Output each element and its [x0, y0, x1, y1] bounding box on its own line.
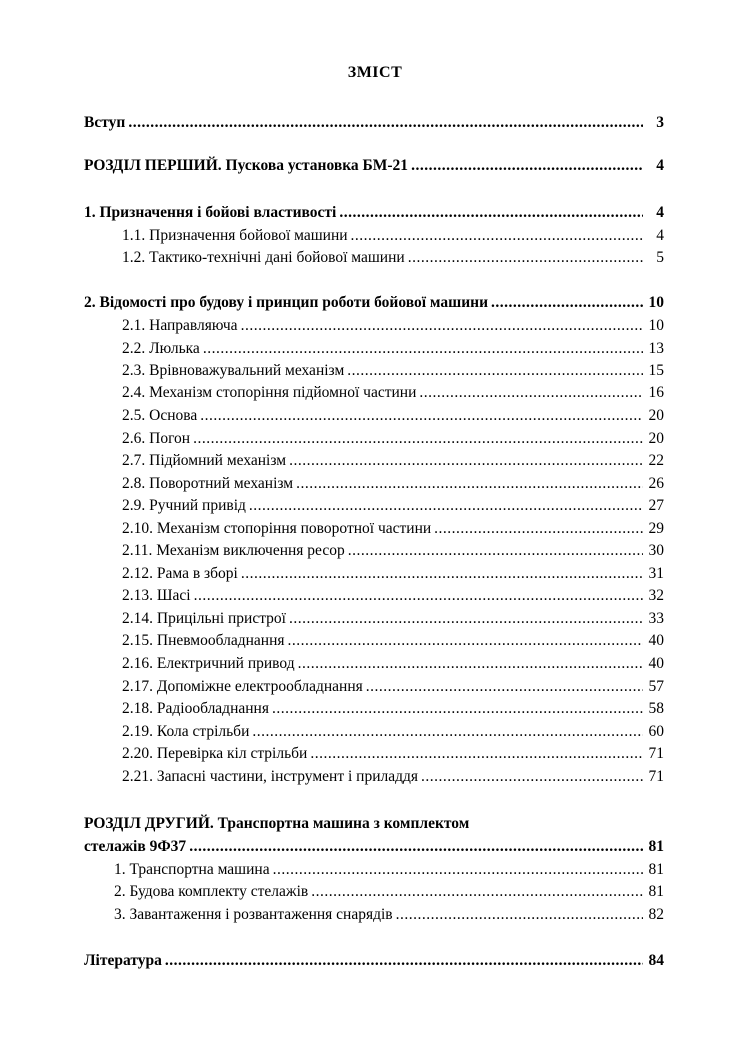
leader-dots	[434, 518, 643, 540]
toc-entry-2-13[interactable]	[122, 585, 664, 607]
leader-dots	[288, 630, 643, 652]
leader-dots	[289, 608, 643, 630]
toc-entry-2-21[interactable]	[122, 766, 664, 788]
leader-dots	[296, 473, 643, 495]
toc-entry-label: 2.17. Допоміжне електрообладнання	[122, 678, 363, 695]
toc-entry-label: 2.9. Ручний привід	[122, 497, 246, 514]
toc-entry-2-1[interactable]	[122, 315, 664, 337]
leader-dots	[351, 225, 643, 247]
leader-dots	[339, 202, 643, 224]
toc-entry-chapter-2[interactable]	[84, 292, 664, 314]
toc-entry-chapter-1[interactable]	[84, 202, 664, 224]
toc-entry-page: 13	[648, 340, 664, 357]
toc-entry-label: стелажів 9Ф37	[84, 838, 187, 855]
toc-entry-s2-1[interactable]	[114, 859, 664, 881]
toc-entry-page: 58	[648, 700, 664, 717]
toc-entry-2-15[interactable]	[122, 630, 664, 652]
toc-entry-label: 2.14. Прицільні пристрої	[122, 610, 286, 627]
leader-dots	[193, 428, 643, 450]
toc-entry-label: 1. Призначення і бойові властивості	[84, 204, 337, 221]
toc-entry-page: 4	[656, 204, 664, 221]
toc-entry-1-1[interactable]	[122, 225, 664, 247]
toc-entry-page: 20	[648, 430, 664, 447]
toc-entry-2-8[interactable]	[122, 473, 664, 495]
toc-entry-page: 71	[648, 745, 664, 762]
toc-entry-page: 26	[648, 475, 664, 492]
toc-entry-page: 81	[648, 883, 664, 900]
toc-entry-label: 2.16. Електричний привод	[122, 655, 295, 672]
toc-entry-2-3[interactable]	[122, 360, 664, 382]
toc-entry-page: 20	[648, 407, 664, 424]
toc-entry-label: Вступ	[84, 114, 126, 131]
toc-entry-label: 1.1. Призначення бойової машини	[122, 227, 348, 244]
leader-dots	[249, 495, 643, 517]
toc-entry-page: 10	[648, 317, 664, 334]
toc-entry-2-12[interactable]	[122, 563, 664, 585]
toc-entry-page: 40	[648, 655, 664, 672]
leader-dots	[189, 836, 643, 858]
toc-entry-label: 2.3. Врівноважувальний механізм	[122, 362, 345, 379]
leader-dots	[491, 292, 643, 314]
leader-dots	[311, 881, 643, 903]
toc-entry-page: 30	[648, 542, 664, 559]
toc-entry-page: 5	[656, 249, 664, 266]
toc-entry-2-4[interactable]	[122, 382, 664, 404]
toc-entry-page: 84	[648, 952, 664, 969]
leader-dots	[421, 766, 643, 788]
toc-entry-label: 2.2. Люлька	[122, 340, 200, 357]
toc-entry-page: 27	[648, 497, 664, 514]
leader-dots	[348, 540, 643, 562]
toc-entry-2-17[interactable]	[122, 676, 664, 698]
toc-entry-page: 15	[648, 362, 664, 379]
toc-entry-label: 2.19. Кола стрільби	[122, 723, 250, 740]
toc-entry-label: 2.13. Шасі	[122, 587, 191, 604]
leader-dots	[411, 155, 643, 177]
toc-entry-label: 2. Відомості про будову і принцип роботи бойової машини	[84, 294, 489, 311]
toc-entry-page: 22	[648, 452, 664, 469]
toc-entry-label: 1. Транспортна машина	[114, 861, 270, 878]
toc-entry-label: 2.4. Механізм стопоріння підйомної частини	[122, 384, 417, 401]
leader-dots	[347, 360, 643, 382]
toc-entry-label: 2.15. Пневмообладнання	[122, 632, 285, 649]
toc-entry-2-9[interactable]	[122, 495, 664, 517]
toc-entry-label: 2. Будова комплекту стелажів	[114, 883, 309, 900]
toc-entry-2-7[interactable]	[122, 450, 664, 472]
toc-entry-label: 2.6. Погон	[122, 430, 191, 447]
toc-entry-page: 57	[648, 678, 664, 695]
page-title: ЗМІСТ	[347, 64, 403, 81]
toc-entry-section-2[interactable]	[84, 836, 664, 858]
toc-entry-label: 1.2. Тактико-технічні дані бойової машини	[122, 249, 405, 266]
toc-entry-label: 2.21. Запасні частини, інструмент і приладдя	[122, 768, 419, 785]
leader-dots	[203, 338, 643, 360]
toc-entry-label: 3. Завантаження і розвантаження снарядів	[114, 906, 393, 923]
toc-entry-literature[interactable]	[84, 950, 664, 972]
toc-entry-2-20[interactable]	[122, 743, 664, 765]
toc-entry-2-6[interactable]	[122, 428, 664, 450]
toc-entry-2-5[interactable]	[122, 405, 664, 427]
toc-entry-label: 2.8. Поворотний механізм	[122, 475, 294, 492]
leader-dots	[310, 743, 643, 765]
toc-entry-2-14[interactable]	[122, 608, 664, 630]
toc-entry-label: 2.20. Перевірка кіл стрільби	[122, 745, 308, 762]
toc-entry-label: 2.18. Радіообладнання	[122, 700, 269, 717]
toc-entry-2-18[interactable]	[122, 698, 664, 720]
toc-entry-page: 33	[648, 610, 664, 627]
toc-entry-2-19[interactable]	[122, 721, 664, 743]
toc-entry-page: 32	[648, 587, 664, 604]
toc-entry-2-10[interactable]	[122, 518, 664, 540]
toc-entry-page: 82	[648, 906, 664, 923]
leader-dots	[366, 676, 643, 698]
toc-entry-page: 40	[648, 632, 664, 649]
leader-dots	[408, 247, 643, 269]
toc-entry-label: РОЗДІЛ ПЕРШИЙ. Пускова установка БМ-21	[84, 157, 409, 174]
toc-entry-page: 10	[648, 294, 664, 311]
toc-entry-label: 2.10. Механізм стопоріння поворотної частини	[122, 520, 432, 537]
toc-entry-s2-3[interactable]	[114, 904, 664, 926]
toc-entry-page: 71	[648, 768, 664, 785]
toc-entry-page: 60	[648, 723, 664, 740]
leader-dots	[396, 904, 643, 926]
leader-dots	[194, 585, 643, 607]
leader-dots	[252, 721, 643, 743]
toc-entry-page: 3	[656, 114, 664, 131]
toc-entry-2-11[interactable]	[122, 540, 664, 562]
toc-entry-section-1[interactable]	[84, 155, 664, 177]
toc-entry-page: 81	[648, 838, 664, 855]
toc-entry-page: 16	[648, 384, 664, 401]
leader-dots	[241, 563, 643, 585]
leader-dots	[273, 859, 643, 881]
leader-dots	[165, 950, 643, 972]
leader-dots	[272, 698, 643, 720]
toc-entry-page: 81	[648, 861, 664, 878]
toc-entry-1-2[interactable]	[122, 247, 664, 269]
toc-entry-label: 2.5. Основа	[122, 407, 198, 424]
leader-dots	[128, 112, 643, 134]
leader-dots	[419, 382, 643, 404]
toc-entry-page: 4	[656, 227, 664, 244]
leader-dots	[298, 653, 643, 675]
toc-entry-label: Література	[84, 952, 162, 969]
toc-entry-label: 2.12. Рама в зборі	[122, 565, 238, 582]
toc-entry-section-2-line1[interactable]: РОЗДІЛ ДРУГИЙ. Транспортна машина з комплектом	[84, 815, 470, 832]
toc-entry-page: 31	[648, 565, 664, 582]
toc-entry-2-16[interactable]	[122, 653, 664, 675]
leader-dots	[241, 315, 643, 337]
toc-entry-label: 2.1. Направляюча	[122, 317, 238, 334]
leader-dots	[289, 450, 643, 472]
leader-dots	[200, 405, 643, 427]
toc-entry-label: 2.7. Підйомний механізм	[122, 452, 287, 469]
toc-entry-s2-2[interactable]	[114, 881, 664, 903]
toc-entry-page: 29	[648, 520, 664, 537]
toc-entry-label: 2.11. Механізм виключення ресор	[122, 542, 345, 559]
toc-entry-intro[interactable]	[84, 112, 664, 134]
toc-entry-2-2[interactable]	[122, 338, 664, 360]
toc-entry-page: 4	[656, 157, 664, 174]
